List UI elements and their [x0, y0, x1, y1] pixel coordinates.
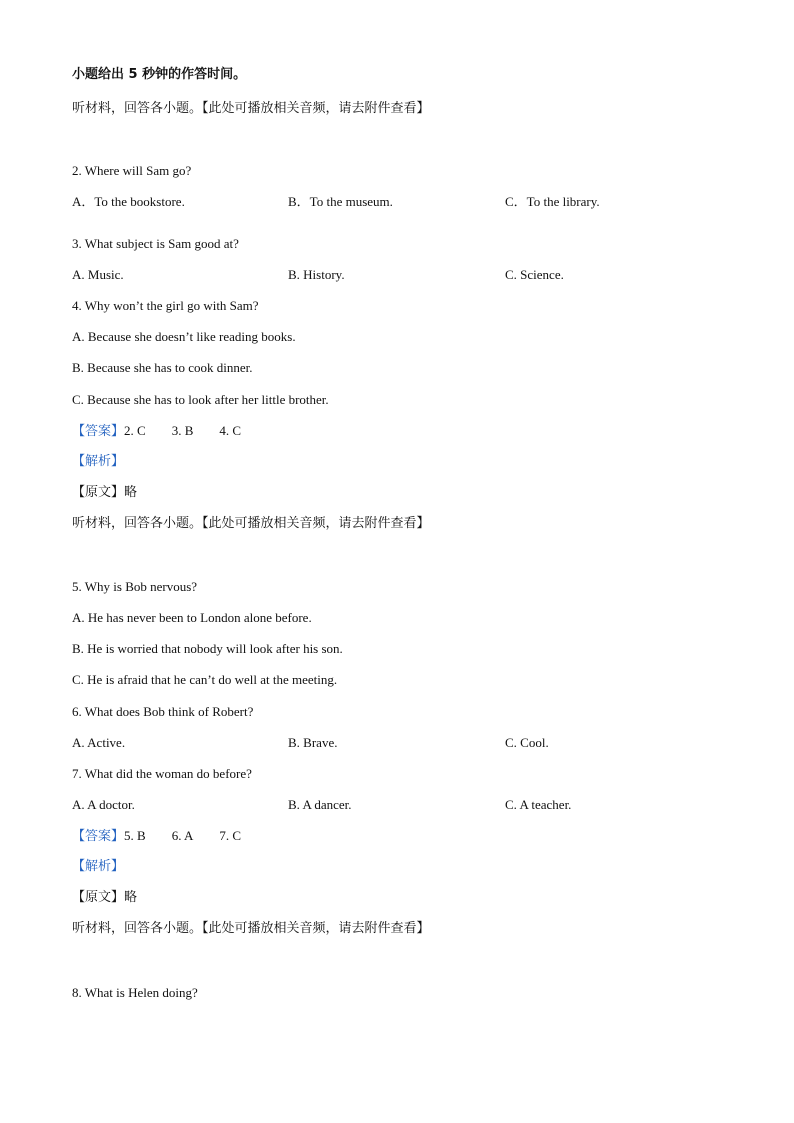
original-text-line — [72, 890, 137, 906]
question-5: 5. Why is Bob nervous? — [72, 579, 198, 594]
q5-option-a: A. He has never been to London alone before. — [72, 610, 312, 625]
question-6: 6. What does Bob think of Robert? — [72, 704, 254, 719]
q4-option-c: C. Because she has to look after her little brother. — [72, 392, 329, 407]
analysis-label: 【解析】 — [72, 454, 125, 469]
original-label: 【原文】 — [72, 890, 125, 905]
answer-item: 3. B — [171, 423, 194, 438]
answer-line-1 — [72, 423, 241, 440]
answer-item: 7. C — [219, 828, 242, 843]
q4-option-a: A. Because she doesn’t like reading books. — [72, 329, 296, 344]
answer-item: 5. B — [124, 828, 146, 843]
q7-option-b: B. A dancer. — [288, 797, 352, 812]
answer-item: 4. C — [219, 423, 242, 438]
question-3: 3. What subject is Sam good at? — [72, 236, 239, 251]
original-text: 略 — [124, 890, 138, 905]
answer-item: 6. A — [171, 828, 194, 843]
q7-option-c: C. A teacher. — [505, 797, 572, 812]
original-text: 略 — [124, 485, 138, 500]
q6-option-a: A. Active. — [72, 735, 126, 750]
q6-option-c: C. Cool. — [505, 735, 549, 750]
q2-option-b: B．To the museum. — [288, 194, 393, 209]
analysis-label: 【解析】 — [72, 859, 125, 874]
q2-option-c: C．To the library. — [505, 194, 600, 209]
question-8: 8. What is Helen doing? — [72, 985, 198, 1000]
q3-option-c: C. Science. — [505, 267, 564, 282]
answer-label: 【答案】 — [72, 424, 125, 439]
q2-option-a: A．To the bookstore. — [72, 194, 185, 209]
q3-option-a: A. Music. — [72, 267, 124, 282]
listening-instruction: 听材料，回答各小题。【此处可播放相关音频，请去附件查看】 — [72, 516, 430, 531]
page-heading-line: 小题给出 5 秒钟的作答时间。 — [72, 67, 247, 82]
answer-line-2 — [72, 828, 241, 845]
q5-option-b: B. He is worried that nobody will look after his son. — [72, 641, 343, 656]
original-label: 【原文】 — [72, 485, 125, 500]
question-7: 7. What did the woman do before? — [72, 766, 252, 781]
answer-label: 【答案】 — [72, 829, 125, 844]
listening-instruction: 听材料，回答各小题。【此处可播放相关音频，请去附件查看】 — [72, 921, 430, 936]
question-4: 4. Why won’t the girl go with Sam? — [72, 298, 259, 313]
q3-option-b: B. History. — [288, 267, 345, 282]
original-text-line — [72, 485, 137, 501]
q5-option-c: C. He is afraid that he can’t do well at the meeting. — [72, 672, 338, 687]
listening-instruction: 听材料，回答各小题。【此处可播放相关音频，请去附件查看】 — [72, 101, 430, 116]
q7-option-a: A. A doctor. — [72, 797, 135, 812]
answer-item: 2. C — [124, 423, 146, 438]
q6-option-b: B. Brave. — [288, 735, 338, 750]
question-2: 2. Where will Sam go? — [72, 163, 192, 178]
q4-option-b: B. Because she has to cook dinner. — [72, 360, 253, 375]
